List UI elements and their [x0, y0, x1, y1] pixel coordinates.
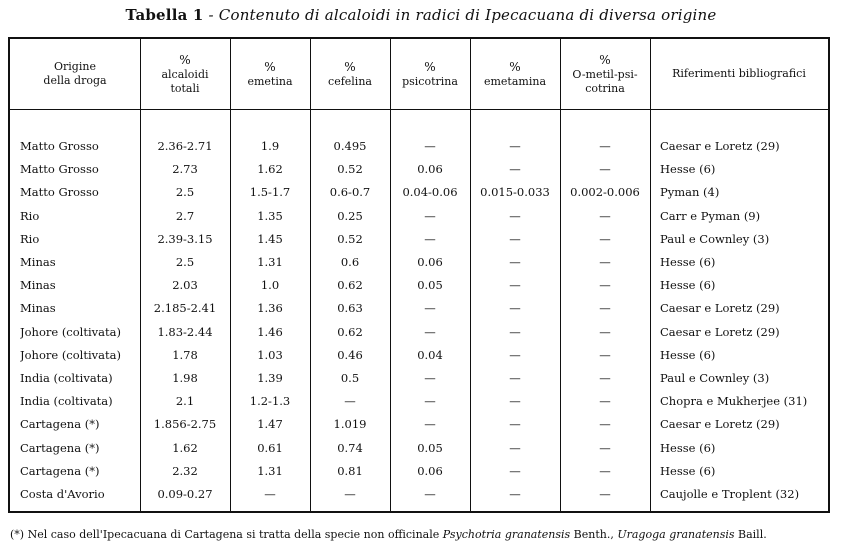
header-label-line: emetamina	[483, 74, 547, 88]
cell-total-alkaloids: 2.73	[172, 162, 198, 177]
header-separator	[10, 109, 828, 110]
cell-total-alkaloids: 2.1	[175, 394, 195, 409]
cell-psychotrine: —	[424, 324, 436, 339]
cell-emetine: 1.35	[257, 208, 283, 223]
header-emetine	[230, 39, 310, 109]
cell-psychotrine: —	[424, 301, 436, 316]
cell-emetamine: —	[509, 208, 521, 223]
cell-reference: Hesse (6)	[660, 347, 716, 362]
cell-emetine: 1.2-1.3	[249, 394, 291, 409]
cell-o-methylpsychotrine: —	[599, 324, 611, 339]
table-row	[10, 158, 828, 181]
cell-psychotrine: 0.05	[417, 278, 443, 293]
cell-psychotrine: 0.06	[417, 255, 443, 269]
header-o-methylpsychotrine	[560, 39, 650, 109]
cell-reference: Chopra e Mukherjee (31)	[660, 394, 808, 409]
header-percent-sign: %	[344, 59, 356, 74]
cell-emetine: 1.0	[260, 278, 280, 293]
cell-emetamine: —	[509, 278, 521, 293]
cell-total-alkaloids: 1.78	[172, 347, 198, 362]
cell-origin: Cartagena (*)	[20, 463, 100, 478]
header-total-alkaloids	[140, 39, 230, 109]
cell-origin: Cartagena (*)	[20, 440, 100, 455]
cell-cephaeline: 0.62	[337, 324, 363, 339]
table-number: Tabella 1	[125, 6, 204, 24]
cell-cephaeline: 0.6	[340, 255, 360, 269]
cell-cephaeline: 0.62	[337, 278, 363, 293]
cell-o-methylpsychotrine: —	[599, 371, 611, 385]
cell-reference: Caesar e Loretz (29)	[660, 139, 780, 153]
header-percent-sign: %	[509, 59, 521, 74]
alkaloid-table	[8, 37, 830, 513]
cell-origin: Matto Grosso	[20, 162, 99, 177]
cell-psychotrine: —	[424, 231, 436, 246]
cell-total-alkaloids: 2.7	[175, 208, 195, 223]
header-label-line: cefelina	[328, 74, 372, 88]
cell-cephaeline: 0.81	[337, 463, 363, 478]
cell-reference: Paul e Cownley (3)	[660, 231, 770, 246]
table-row	[10, 251, 828, 274]
cell-reference: Caesar e Loretz (29)	[660, 301, 780, 316]
cell-reference: Caesar e Loretz (29)	[660, 324, 780, 339]
cell-origin: Johore (coltivata)	[20, 324, 121, 339]
cell-emetine: —	[264, 487, 276, 501]
cell-origin: Matto Grosso	[20, 139, 99, 153]
cell-emetamine: —	[509, 231, 521, 246]
table-row	[10, 483, 828, 506]
cell-psychotrine: —	[424, 487, 436, 501]
cell-psychotrine: 0.06	[417, 162, 443, 177]
cell-o-methylpsychotrine: —	[599, 278, 611, 293]
cell-total-alkaloids: 2.5	[175, 185, 195, 200]
cell-reference: Carr e Pyman (9)	[660, 208, 761, 223]
cell-total-alkaloids: 1.856-2.75	[153, 417, 217, 432]
cell-origin: Minas	[20, 301, 56, 316]
cell-emetamine: —	[509, 440, 521, 455]
cell-origin: Matto Grosso	[20, 185, 99, 200]
header-percent-sign: %	[424, 59, 436, 74]
table-row	[10, 205, 828, 228]
cell-reference: Caesar e Loretz (29)	[660, 417, 780, 432]
header-label-line: Riferimenti bibliografici	[672, 67, 806, 80]
cell-cephaeline: —	[344, 394, 356, 409]
cell-emetamine: —	[509, 301, 521, 316]
cell-total-alkaloids: 2.185-2.41	[153, 301, 217, 316]
cell-emetine: 1.31	[257, 255, 283, 269]
cell-origin: Costa d'Avorio	[20, 487, 105, 501]
table-row	[10, 228, 828, 251]
cell-reference: Pyman (4)	[660, 185, 720, 200]
cell-o-methylpsychotrine: —	[599, 417, 611, 432]
cell-psychotrine: 0.04	[417, 347, 443, 362]
table-row	[10, 181, 828, 204]
cell-origin: Cartagena (*)	[20, 417, 100, 432]
header-reference	[650, 39, 828, 109]
cell-total-alkaloids: 2.32	[172, 463, 198, 478]
cell-o-methylpsychotrine: 0.002-0.006	[570, 185, 640, 200]
cell-total-alkaloids: 1.98	[172, 371, 198, 385]
cell-o-methylpsychotrine: —	[599, 139, 611, 153]
cell-cephaeline: 0.46	[337, 347, 363, 362]
header-percent-sign: %	[264, 59, 276, 74]
cell-reference: Hesse (6)	[660, 440, 716, 455]
cell-emetamine: —	[509, 487, 521, 501]
cell-origin: India (coltivata)	[20, 394, 113, 409]
cell-emetine: 1.5-1.7	[249, 185, 291, 200]
cell-cephaeline: 0.495	[333, 139, 367, 153]
cell-emetamine: —	[509, 255, 521, 269]
table-row	[10, 390, 828, 413]
cell-cephaeline: 0.6-0.7	[329, 185, 371, 200]
cell-o-methylpsychotrine: —	[599, 255, 611, 269]
table-row	[10, 460, 828, 483]
cell-emetine: 1.36	[257, 301, 283, 316]
cell-origin: Rio	[20, 231, 40, 246]
header-origin	[10, 39, 140, 109]
cell-reference: Paul e Cownley (3)	[660, 371, 770, 385]
cell-psychotrine: 0.06	[417, 463, 443, 478]
table-row	[10, 135, 828, 158]
cell-o-methylpsychotrine: —	[599, 440, 611, 455]
cell-o-methylpsychotrine: —	[599, 487, 611, 501]
cell-o-methylpsychotrine: —	[599, 394, 611, 409]
cell-emetine: 1.62	[257, 162, 283, 177]
header-label-line: alcaloidi	[161, 67, 209, 81]
table-row	[10, 437, 828, 460]
footnote-prefix: (*) Nel caso dell'Ipecacuana di Cartagena si tratta della specie non officinale	[10, 528, 443, 541]
cell-reference: Caujolle e Troplent (32)	[660, 487, 800, 501]
cell-origin: Minas	[20, 255, 56, 269]
header-percent-sign: %	[179, 52, 191, 67]
cell-psychotrine: —	[424, 139, 436, 153]
cell-origin: Johore (coltivata)	[20, 347, 121, 362]
cell-reference: Hesse (6)	[660, 278, 716, 293]
cell-o-methylpsychotrine: —	[599, 463, 611, 478]
cell-o-methylpsychotrine: —	[599, 162, 611, 177]
header-label-line: emetina	[247, 74, 293, 88]
cell-psychotrine: —	[424, 208, 436, 223]
cell-total-alkaloids: 2.36-2.71	[157, 139, 213, 153]
cell-cephaeline: —	[344, 487, 356, 501]
header-percent-sign: %	[599, 52, 611, 67]
table-row	[10, 274, 828, 297]
table-title	[0, 6, 842, 24]
cell-emetamine: 0.015-0.033	[480, 185, 550, 200]
cell-cephaeline: 0.5	[340, 371, 360, 385]
cell-emetine: 1.03	[257, 347, 283, 362]
cell-cephaeline: 0.74	[337, 440, 363, 455]
header-emetamine	[470, 39, 560, 109]
header-label-line: O-metil-psi-	[572, 67, 638, 81]
cell-emetamine: —	[509, 371, 521, 385]
cell-o-methylpsychotrine: —	[599, 231, 611, 246]
cell-emetine: 1.45	[257, 231, 283, 246]
footnote	[10, 528, 835, 541]
footnote-species-2: Uragoga granatensis	[617, 528, 735, 541]
cell-emetine: 0.61	[257, 440, 283, 455]
cell-total-alkaloids: 1.62	[172, 440, 198, 455]
header-label-line: Origine	[54, 60, 96, 73]
cell-emetamine: —	[509, 347, 521, 362]
table-row	[10, 413, 828, 436]
cell-emetine: 1.46	[257, 324, 283, 339]
cell-emetine: 1.39	[257, 371, 283, 385]
cell-total-alkaloids: 0.09-0.27	[157, 487, 213, 501]
cell-emetamine: —	[509, 394, 521, 409]
header-label-line: totali	[170, 81, 200, 95]
cell-o-methylpsychotrine: —	[599, 208, 611, 223]
table-caption: - Contenuto di alcaloidi in radici di Ipecacuana di diversa origine	[203, 6, 717, 24]
cell-origin: India (coltivata)	[20, 371, 113, 385]
table-row	[10, 297, 828, 320]
cell-total-alkaloids: 2.03	[172, 278, 198, 293]
cell-emetamine: —	[509, 324, 521, 339]
footnote-mid: Benth.,	[570, 528, 618, 541]
cell-o-methylpsychotrine: —	[599, 347, 611, 362]
cell-cephaeline: 0.52	[337, 162, 363, 177]
cell-cephaeline: 1.019	[333, 417, 367, 432]
cell-emetamine: —	[509, 463, 521, 478]
cell-emetamine: —	[509, 417, 521, 432]
header-psychotrine	[390, 39, 470, 109]
header-cephaeline	[310, 39, 390, 109]
cell-emetamine: —	[509, 139, 521, 153]
cell-total-alkaloids: 1.83-2.44	[157, 324, 213, 339]
cell-origin: Rio	[20, 208, 40, 223]
footnote-suffix: Baill.	[734, 528, 767, 541]
table-row	[10, 321, 828, 344]
cell-emetine: 1.9	[260, 139, 280, 153]
cell-psychotrine: 0.05	[417, 440, 443, 455]
cell-cephaeline: 0.25	[337, 208, 363, 223]
cell-origin: Minas	[20, 278, 56, 293]
table-row	[10, 344, 828, 367]
cell-cephaeline: 0.63	[337, 301, 363, 316]
cell-emetamine: —	[509, 162, 521, 177]
header-label-line: psicotrina	[402, 74, 458, 88]
table-row	[10, 367, 828, 390]
cell-psychotrine: —	[424, 417, 436, 432]
cell-reference: Hesse (6)	[660, 162, 716, 177]
cell-psychotrine: 0.04-0.06	[402, 185, 458, 200]
cell-reference: Hesse (6)	[660, 255, 716, 269]
cell-cephaeline: 0.52	[337, 231, 363, 246]
cell-emetine: 1.31	[257, 463, 283, 478]
header-label-line: della droga	[43, 74, 107, 87]
cell-reference: Hesse (6)	[660, 463, 716, 478]
footnote-species-1: Psychotria granatensis	[442, 528, 571, 541]
cell-psychotrine: —	[424, 371, 436, 385]
cell-total-alkaloids: 2.39-3.15	[157, 231, 213, 246]
cell-emetine: 1.47	[257, 417, 283, 432]
header-label-line: cotrina	[585, 81, 625, 95]
cell-o-methylpsychotrine: —	[599, 301, 611, 316]
cell-psychotrine: —	[424, 394, 436, 409]
cell-total-alkaloids: 2.5	[175, 255, 195, 269]
